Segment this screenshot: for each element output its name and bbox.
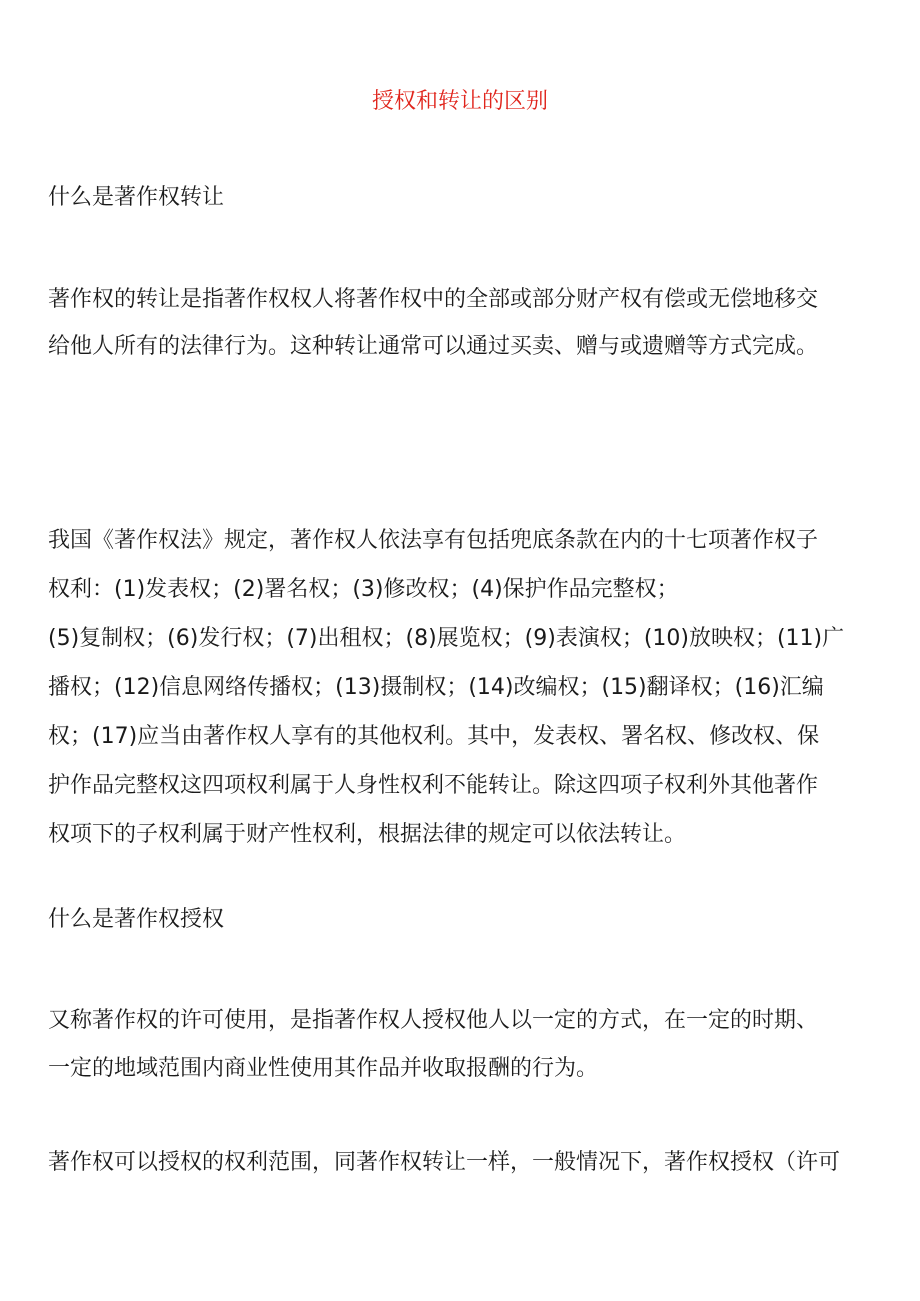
paragraph-line: 我国《著作权法》规定，著作权人依法享有包括兜底条款在内的十七项著作权子	[48, 528, 819, 553]
section-heading-transfer: 什么是著作权转让	[48, 185, 225, 210]
paragraph-line: 权项下的子权利属于财产性权利，根据法律的规定可以依法转让。	[48, 822, 687, 847]
document-title: 授权和转让的区别	[371, 89, 548, 114]
paragraph-line: 著作权可以授权的权利范围，同著作权转让一样，一般情况下，著作权授权（许可	[48, 1150, 841, 1175]
paragraph-transfer-definition	[48, 276, 878, 370]
paragraph-license-scope	[48, 1139, 878, 1187]
paragraph-license-definition	[48, 997, 878, 1093]
paragraph-line: 播权；(12)信息网络传播权；(13)摄制权；(14)改编权；(15)翻译权；(16)汇编	[48, 675, 824, 700]
paragraph-line: 权利：(1)发表权；(2)署名权；(3)修改权；(4)保护作品完整权；	[48, 577, 679, 602]
paragraph-line: 权；(17)应当由著作权人享有的其他权利。其中，发表权、署名权、修改权、保	[48, 724, 820, 749]
paragraph-copyright-rights	[48, 516, 878, 859]
paragraph-line: (5)复制权；(6)发行权；(7)出租权；(8)展览权；(9)表演权；(10)放映权；(11)广	[48, 626, 845, 651]
paragraph-line: 一定的地域范围内商业性使用其作品并收取报酬的行为。	[48, 1056, 599, 1081]
paragraph-line: 护作品完整权这四项权利属于人身性权利不能转让。除这四项子权利外其他著作	[48, 773, 819, 798]
paragraph-line: 又称著作权的许可使用，是指著作权人授权他人以一定的方式，在一定的时期、	[48, 1008, 819, 1033]
paragraph-line: 给他人所有的法律行为。这种转让通常可以通过买卖、赠与或遗赠等方式完成。	[48, 334, 819, 359]
paragraph-line: 著作权的转让是指著作权权人将著作权中的全部或部分财产权有偿或无偿地移交	[48, 287, 819, 312]
section-heading-license: 什么是著作权授权	[48, 907, 225, 932]
